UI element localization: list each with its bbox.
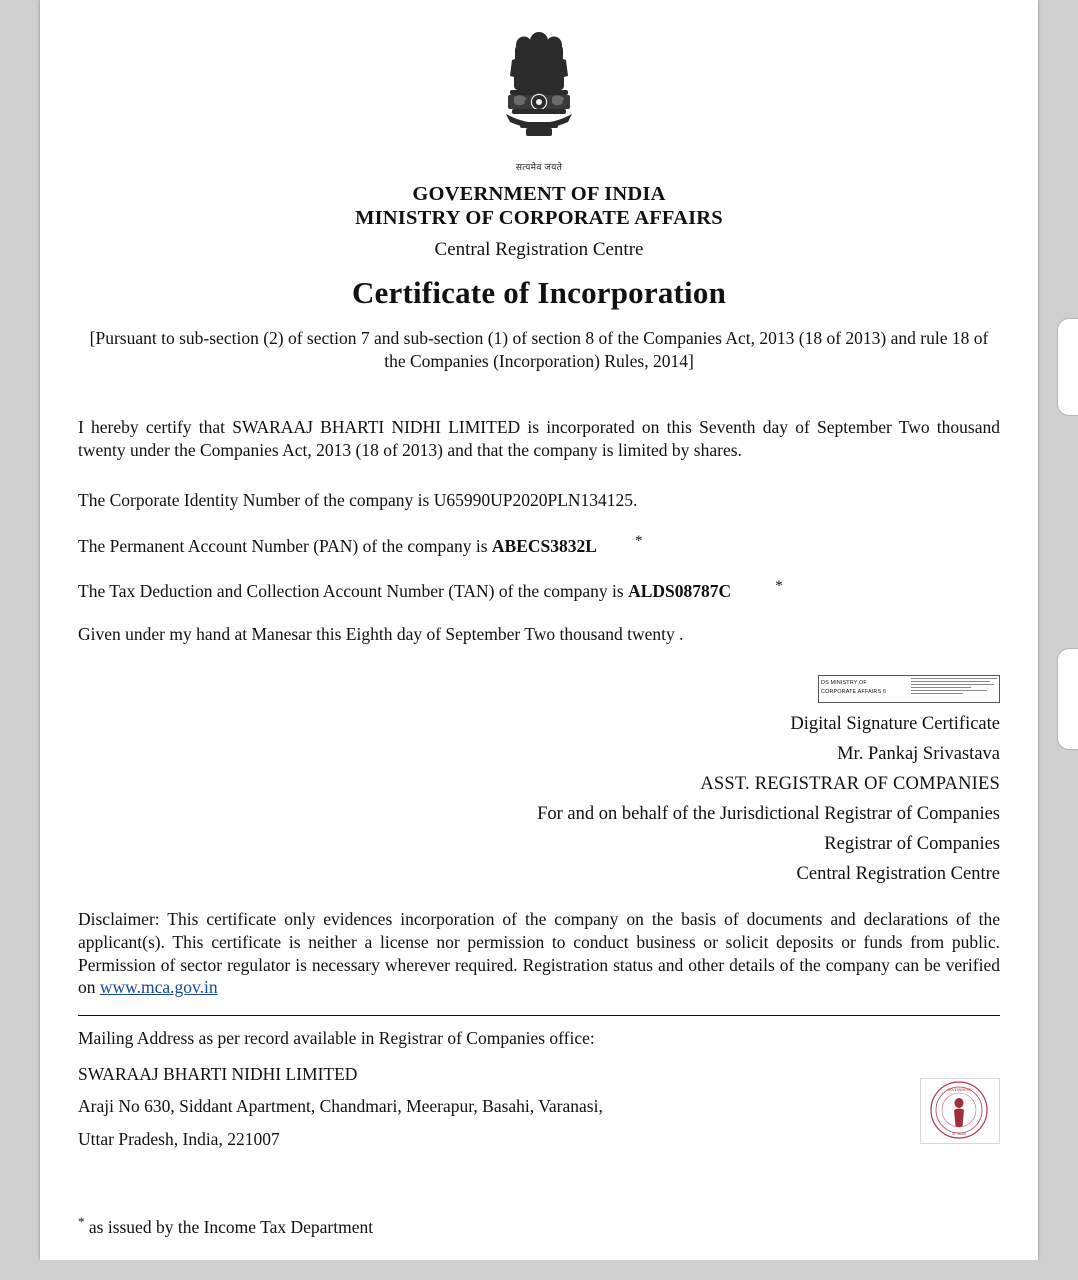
tan-label: The Tax Deduction and Collection Account Number (TAN) of the company is xyxy=(78,580,629,601)
pan-label: The Permanent Account Number (PAN) of the company is xyxy=(78,536,492,557)
tan-line xyxy=(78,577,1000,603)
page-bottom-margin xyxy=(0,1260,1078,1280)
on-behalf-line: For and on behalf of the Jurisdictional Registrar of Companies xyxy=(537,804,1000,825)
certify-suffix: is incorporated on this Seventh day of September Two thousand twenty under the Companies Act, 2013 (18 of 2013) and that the company is limited by shares. xyxy=(78,417,1000,460)
digital-signature-stamp xyxy=(818,675,1000,703)
certification-statement xyxy=(78,416,1000,462)
company-name-inline: SWARAAJ BHARTI NIDHI LIMITED xyxy=(232,417,521,438)
page-title: Certificate of Incorporation xyxy=(351,275,727,310)
mailing-company-name: SWARAAJ BHARTI NIDHI LIMITED xyxy=(78,1063,358,1084)
signatory-name: Mr. Pankaj Srivastava xyxy=(837,744,1000,765)
disclaimer-body: Disclaimer: This certificate only evidences incorporation of the company on the basis of documents and declarations of the applicant(s). This certificate is neither a license nor permission to conduct business or solicit deposits or funds from public. Permission of sector regulator is necessary wherever required. Registration status and other details of the company can be verified on xyxy=(78,909,1000,998)
cin-line xyxy=(78,489,1000,512)
footnote-asterisk: * xyxy=(78,1214,85,1230)
ministry-heading: MINISTRY OF CORPORATE AFFAIRS xyxy=(355,207,723,229)
certify-prefix: I hereby certify that xyxy=(78,417,233,438)
dsc-stamp-line2: CORPORATE AFFAIRS 6 xyxy=(821,688,887,695)
cin-label: The Corporate Identity Number of the company is xyxy=(78,489,434,510)
page-edge-artifact-top xyxy=(1057,318,1078,416)
tan-value: ALDS08787C xyxy=(628,580,732,601)
svg-text:GOVERNMENT: GOVERNMENT xyxy=(947,1088,971,1093)
footnote xyxy=(78,1214,1000,1238)
registrar-line: Registrar of Companies xyxy=(824,834,1000,855)
page-left-margin xyxy=(0,0,40,1280)
page-edge-artifact-bottom xyxy=(1057,648,1078,750)
central-registration-centre-line: Central Registration Centre xyxy=(796,864,1000,885)
svg-text:OF INDIA: OF INDIA xyxy=(951,1132,967,1137)
mailing-address-block xyxy=(78,1030,1000,1148)
emblem-block xyxy=(40,0,1038,175)
given-under-hand-line: Given under my hand at Manesar this Eighth day of September Two thousand twenty . xyxy=(78,623,684,644)
certificate-page xyxy=(40,0,1038,1260)
mailing-heading: Mailing Address as per record available in Registrar of Companies office: xyxy=(78,1028,595,1049)
mailing-address-line-2: Uttar Pradesh, India, 221007 xyxy=(78,1128,280,1149)
signature-block xyxy=(40,675,1000,890)
signature-text-lines xyxy=(40,710,1000,890)
office-heading: Central Registration Centre xyxy=(434,239,644,260)
dsc-label: Digital Signature Certificate xyxy=(790,714,1000,735)
pursuant-text: [Pursuant to sub-section (2) of section 7 and sub-section (1) of section 8 of the Companies Act, 2013 (18 of 2013) and rule 18 of the Companies (Incorporation) Rules, 2014] xyxy=(89,328,989,372)
india-state-emblem-icon xyxy=(502,28,576,172)
dsc-stamp-detail-lines xyxy=(911,678,997,696)
mailing-address-line-1: Araji No 630, Siddant Apartment, Chandmari, Meerapur, Basahi, Varanasi, xyxy=(78,1096,603,1117)
pan-value: ABECS3832L xyxy=(491,536,597,557)
tan-asterisk: * xyxy=(775,578,783,595)
certificate-body xyxy=(78,416,1000,645)
disclaimer-text xyxy=(78,908,1000,999)
government-heading: GOVERNMENT OF INDIA xyxy=(412,183,666,205)
footnote-text: as issued by the Income Tax Department xyxy=(84,1216,374,1237)
dsc-stamp-line1: DS MINISTRY OF xyxy=(821,680,867,687)
round-red-seal-icon xyxy=(920,1078,1000,1144)
pan-asterisk: * xyxy=(634,533,643,550)
dsc-stamp-text xyxy=(821,679,905,696)
mca-website-link[interactable]: www.mca.gov.in xyxy=(99,977,218,998)
signatory-designation: ASST. REGISTRAR OF COMPANIES xyxy=(700,774,1000,795)
emblem-motto: सत्यमेव जयते xyxy=(515,162,563,172)
pan-line xyxy=(78,532,1000,558)
section-divider xyxy=(78,1015,1000,1016)
cin-value: U65990UP2020PLN134125. xyxy=(433,489,638,510)
